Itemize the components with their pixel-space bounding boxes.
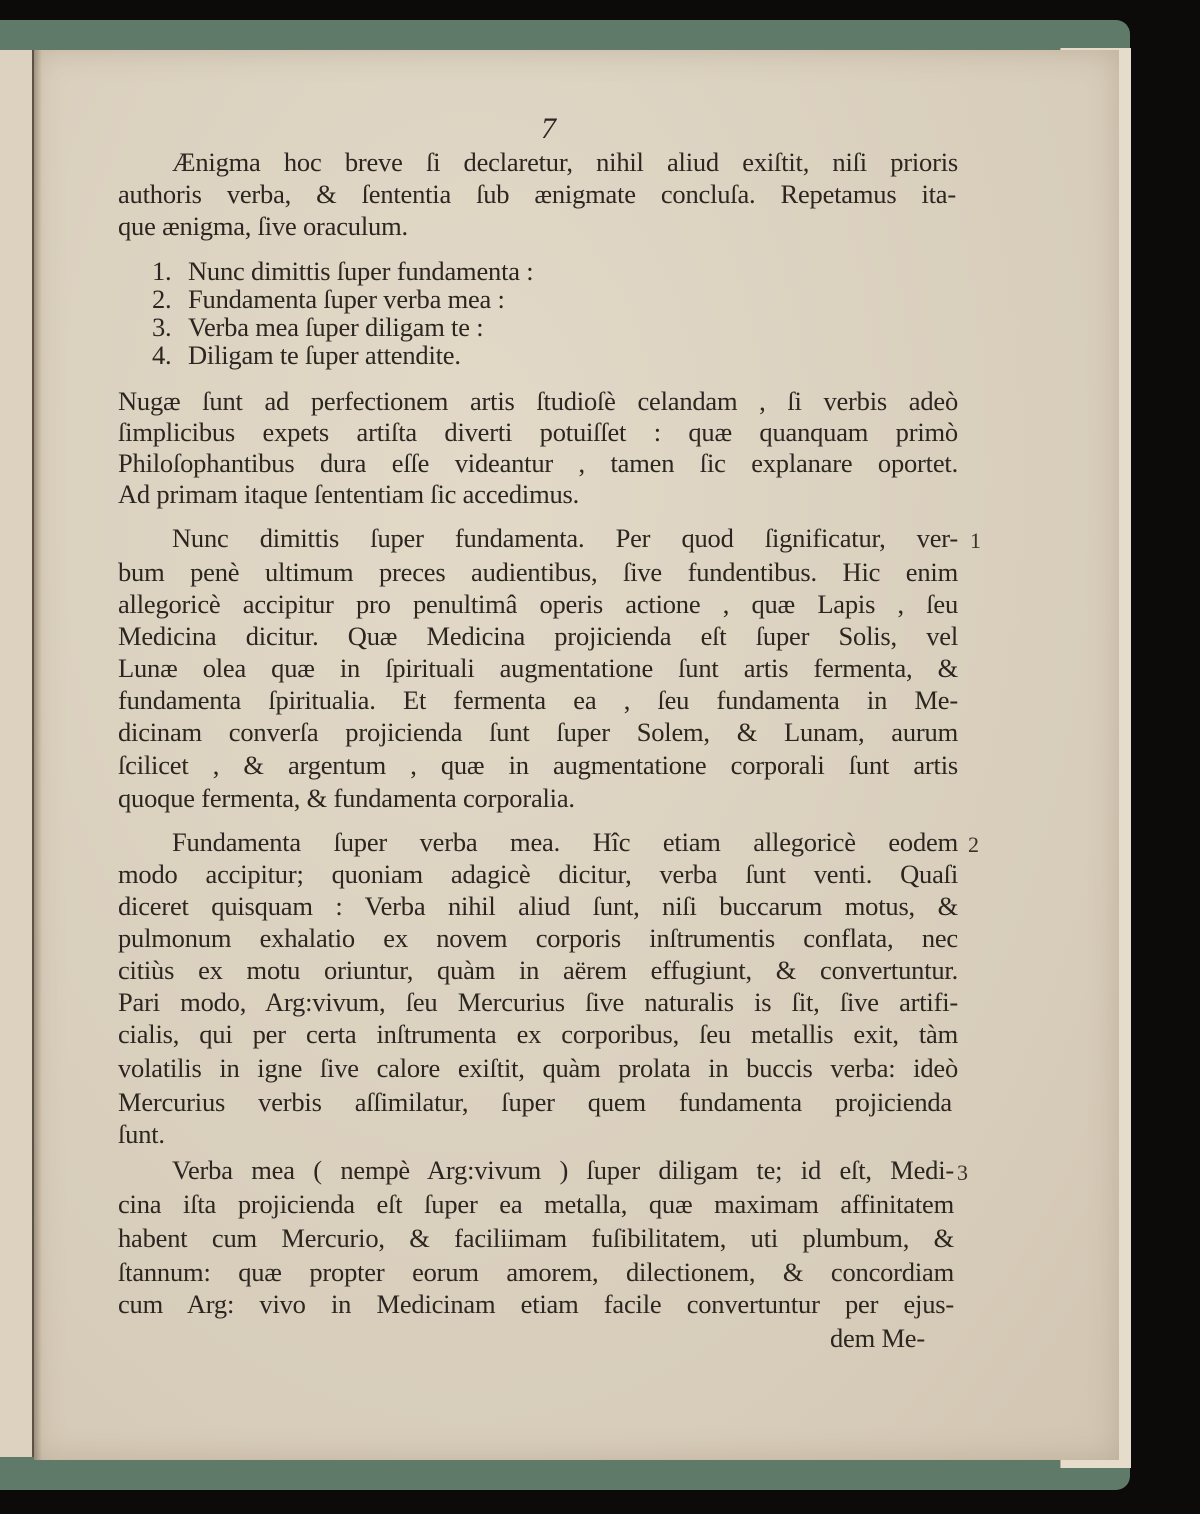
text-line: ſunt.	[118, 1119, 165, 1149]
left-page-edge	[0, 50, 34, 1457]
text-line: Nunc dimittis ſuper fundamenta. Per quod ſignificatur, ver-	[172, 523, 958, 553]
text-line: Philoſophantibus dura eſſe videantur , tamen ſic explanare oportet.	[118, 448, 958, 478]
text-line: Medicina dicitur. Quæ Medicina projicienda eſt ſuper Solis, vel	[118, 621, 958, 651]
text-line: cum Arg: vivo in Medicinam etiam facile convertuntur per ejus-	[118, 1289, 954, 1319]
text-line: fundamenta ſpiritualia. Et fermenta ea , ſeu fundamenta in Me-	[118, 685, 958, 715]
catchword: dem Me-	[830, 1323, 925, 1353]
text-line: ſtannum: quæ propter eorum amorem, dilectionem, & concordiam	[118, 1257, 954, 1287]
margin-number: 3	[957, 1160, 968, 1185]
text-line: que ænigma, ſive oraculum.	[118, 211, 408, 241]
list-number: 1.	[152, 256, 172, 286]
text-line: authoris verba, & ſententia ſub ænigmate concluſa. Repetamus ita-	[118, 179, 956, 209]
margin-number: 2	[968, 832, 979, 857]
text-line: Nugæ ſunt ad perfectionem artis ſtudioſè celandam , ſi verbis adeò	[118, 386, 958, 416]
text-line: bum penè ultimum preces audientibus, ſive fundentibus. Hic enim	[118, 557, 958, 587]
text-line: ſcilicet , & argentum , quæ in augmentatione corporali ſunt artis	[118, 750, 958, 780]
text-line: Verba mea ( nempè Arg:vivum ) ſuper diligam te; id eſt, Medi-	[172, 1155, 954, 1185]
text-line: Pari modo, Arg:vivum, ſeu Mercurius ſive naturalis is ſit, ſive artifi-	[118, 987, 958, 1017]
page-gutter	[34, 50, 42, 1460]
list-number: 3.	[152, 312, 172, 342]
list-item: Fundamenta ſuper verba mea :	[188, 284, 505, 314]
text-line: Ad primam itaque ſententiam ſic accedimus.	[118, 479, 580, 509]
text-line: cialis, qui per certa inſtrumenta ex corporibus, ſeu metallis exit, tàm	[118, 1019, 958, 1049]
text-line: volatilis in igne ſive calore exiſtit, quàm prolata in buccis verba: ideò	[118, 1053, 958, 1083]
text-line: dicinam converſa projicienda ſunt ſuper Solem, & Lunam, aurum	[118, 717, 958, 747]
text-line: ſimplicibus expets artiſta diverti potuiſſet : quæ quanquam primò	[118, 417, 958, 447]
margin-number: 1	[970, 528, 981, 553]
list-item: Nunc dimittis ſuper fundamenta :	[188, 256, 534, 286]
text-line: citiùs ex motu oriuntur, quàm in aërem effugiunt, & convertuntur.	[118, 955, 958, 985]
text-line: habent cum Mercurio, & faciliimam fuſibilitatem, uti plumbum, &	[118, 1223, 954, 1253]
text-line: quoque fermenta, & fundamenta corporalia.	[118, 783, 575, 813]
list-number: 2.	[152, 284, 172, 314]
text-line: Fundamenta ſuper verba mea. Hîc etiam allegoricè eodem	[172, 827, 958, 857]
text-line: cina iſta projicienda eſt ſuper ea metalla, quæ maximam affinitatem	[118, 1189, 954, 1219]
text-line: Ænigma hoc breve ſi declaretur, nihil aliud exiſtit, niſi prioris	[172, 147, 958, 177]
list-number: 4.	[152, 340, 172, 370]
text-line: Mercurius verbis aſſimilatur, ſuper quem fundamenta projicienda	[118, 1087, 952, 1117]
list-item: Verba mea ſuper diligam te :	[188, 312, 484, 342]
text-line: allegoricè accipitur pro penultimâ operis actione , quæ Lapis , ſeu	[118, 589, 958, 619]
text-line: pulmonum exhalatio ex novem corporis inſtrumentis conflata, nec	[118, 923, 958, 953]
list-item: Diligam te ſuper attendite.	[188, 340, 461, 370]
text-line: modo accipitur; quoniam adagicè dicitur, verba ſunt venti. Quaſi	[118, 859, 958, 889]
text-line: Lunæ olea quæ in ſpirituali augmentatione ſunt artis fermenta, &	[118, 653, 958, 683]
page-number: 7	[541, 112, 556, 145]
text-line: diceret quisquam : Verba nihil aliud ſunt, niſi buccarum motus, &	[118, 891, 958, 921]
